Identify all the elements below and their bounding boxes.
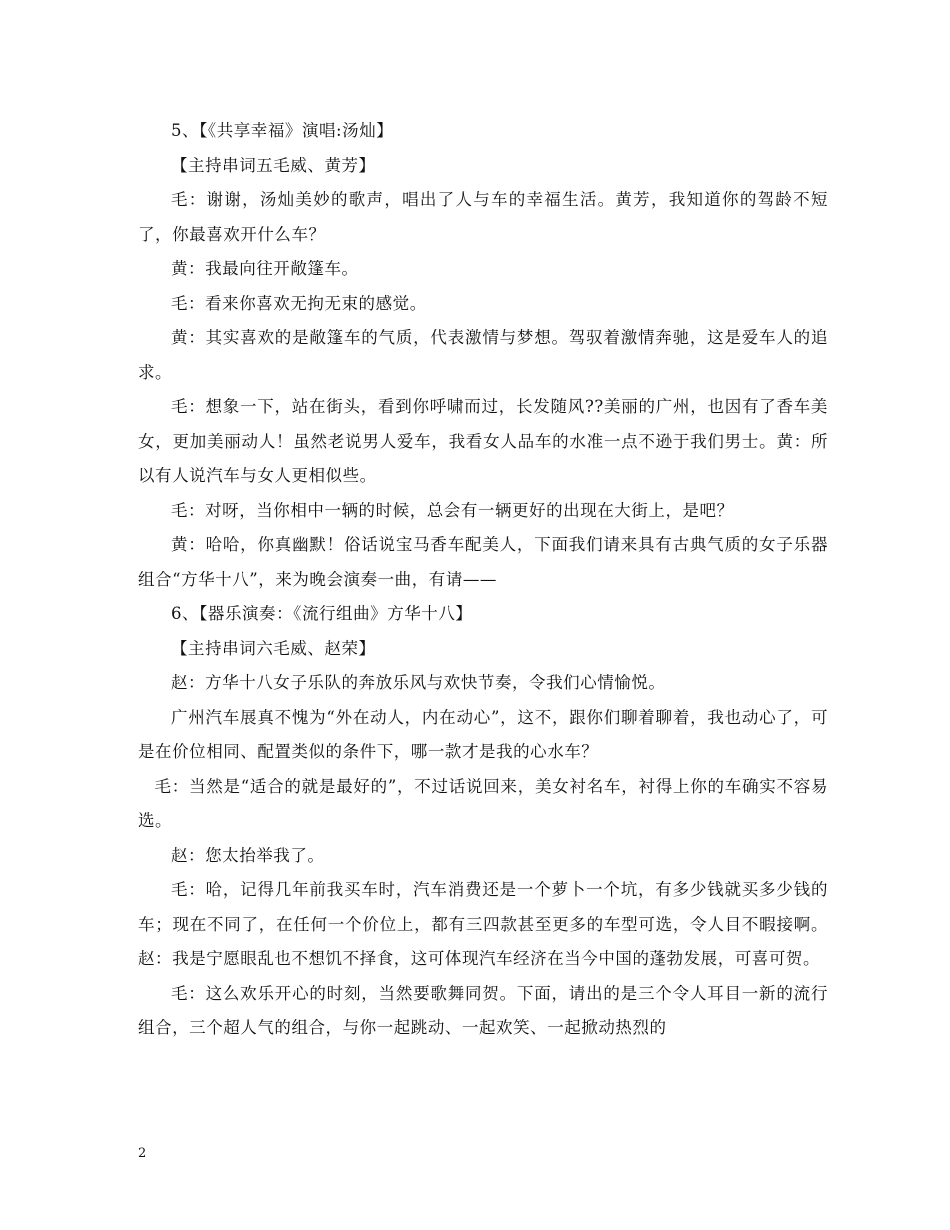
program-item-heading: 5、【《共享幸福》演唱:汤灿】	[171, 121, 394, 140]
dialogue-paragraph: 毛：想象一下，站在街头，看到你呼啸而过，长发随风??美丽的广州，也因有了香车美女，更加美丽动人！虽然老说男人爱车，我看女人品车的水准一点不逊于我们男士。黄：所以有人说汽车与女人更相似些。	[138, 397, 828, 485]
dialogue-paragraph: 赵：方华十八女子乐队的奔放乐风与欢快节奏，令我们心情愉悦。	[171, 673, 666, 692]
document-body	[138, 114, 828, 1046]
dialogue-paragraph: 黄：我最向往开敞篷车。	[171, 259, 359, 278]
dialogue-paragraph: 毛：这么欢乐开心的时刻，当然要歌舞同贺。下面，请出的是三个令人耳目一新的流行组合，三个超人气的组合，与你一起跳动、一起欢笑、一起掀动热烈的	[138, 983, 828, 1037]
dialogue-paragraph: 毛：哈，记得几年前我买车时，汽车消费还是一个萝卜一个坑，有多少钱就买多少钱的车；现在不同了，在任何一个价位上，都有三四款甚至更多的车型可选，令人目不暇接啊。赵：我是宁愿眼乱也不想饥不择食，这可体现汽车经济在当今中国的蓬勃发展，可喜可贺。	[138, 880, 828, 968]
dialogue-paragraph: 毛：看来你喜欢无拘无束的感觉。	[171, 293, 427, 313]
program-item-heading: 6、【器乐演奏：《流行组曲》方华十八】	[171, 604, 473, 623]
dialogue-paragraph: 黄：哈哈，你真幽默！俗话说宝马香车配美人，下面我们请来具有古典气质的女子乐器组合“方华十八”，来为晚会演奏一曲，有请——	[138, 535, 828, 589]
dialogue-paragraph: 黄：其实喜欢的是敞篷车的气质，代表激情与梦想。驾驭着激情奔驰，这是爱车人的追求。	[138, 328, 828, 382]
dialogue-paragraph: 毛：谢谢，汤灿美妙的歌声，唱出了人与车的幸福生活。黄芳，我知道你的驾龄不短了，你最喜欢开什么车？	[138, 190, 828, 244]
page-number: 2	[138, 1146, 147, 1161]
host-script-heading: 【主持串词六毛威、赵荣】	[171, 638, 376, 658]
dialogue-paragraph: 广州汽车展真不愧为“外在动人，内在动心”，这不，跟你们聊着聊着，我也动心了，可是在价位相同、配置类似的条件下，哪一款才是我的心水车？	[138, 707, 828, 761]
dialogue-paragraph: 毛：当然是“适合的就是最好的”，不过话说回来，美女衬名车，衬得上你的车确实不容易选。	[138, 776, 828, 830]
host-script-heading: 【主持串词五毛威、黄芳】	[171, 155, 376, 175]
dialogue-paragraph: 赵：您太抬举我了。	[171, 845, 325, 865]
dialogue-paragraph: 毛：对呀，当你相中一辆的时候，总会有一辆更好的出现在大街上，是吧？	[171, 500, 734, 520]
